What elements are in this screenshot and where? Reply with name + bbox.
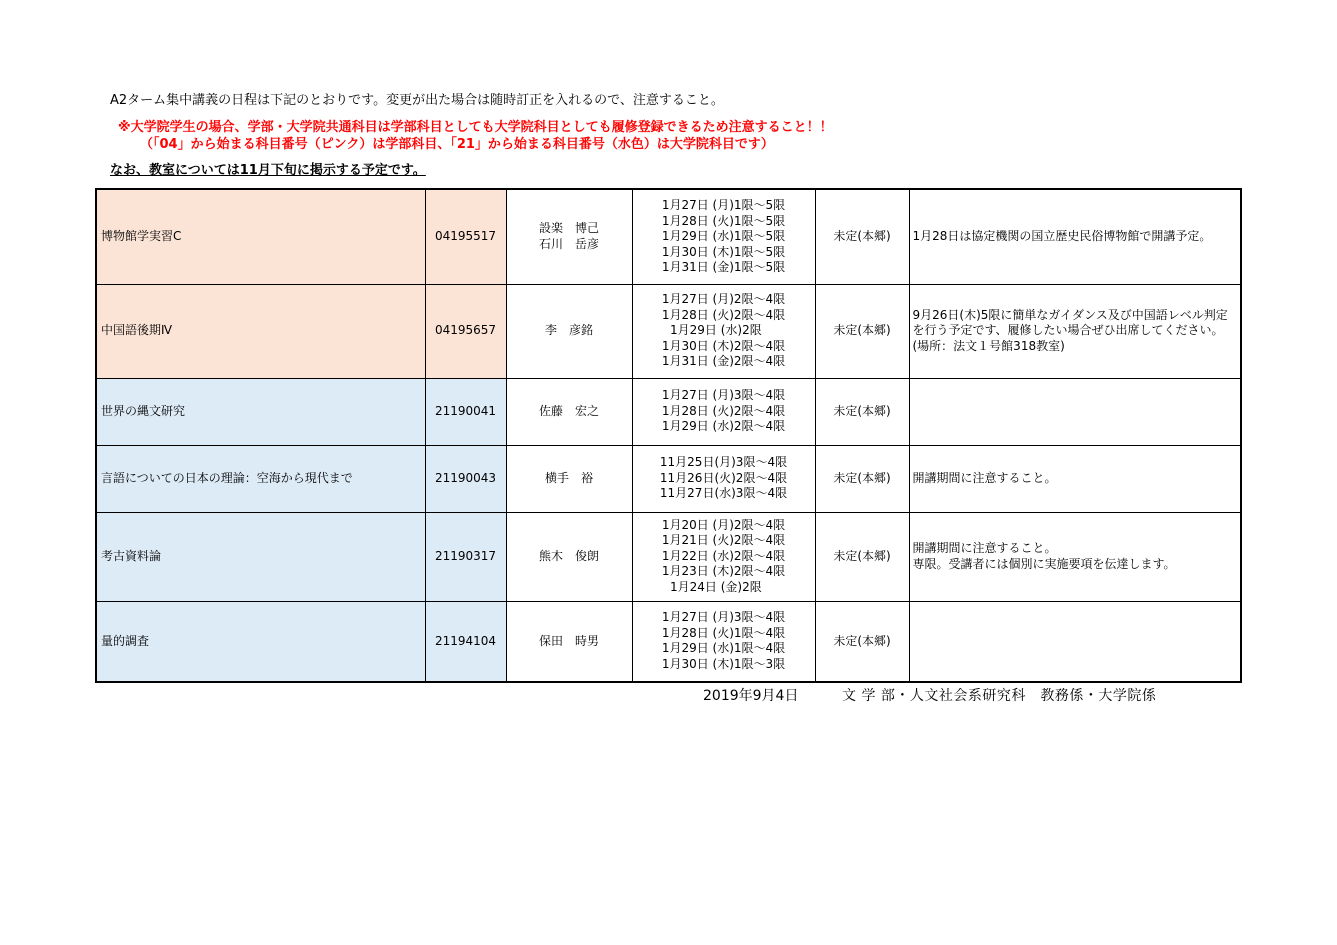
course-teacher: 熊木 俊朗 bbox=[506, 512, 632, 601]
course-code: 04195657 bbox=[425, 284, 506, 378]
course-row bbox=[96, 601, 1241, 682]
course-row bbox=[96, 284, 1241, 378]
course-room: 未定(本郷) bbox=[815, 284, 909, 378]
course-room: 未定(本郷) bbox=[815, 601, 909, 682]
course-row bbox=[96, 189, 1241, 284]
course-name: 博物館学実習C bbox=[96, 189, 425, 284]
course-teacher: 佐藤 宏之 bbox=[506, 378, 632, 445]
course-notes: 開講期間に注意すること。 専限。受講者には個別に実施要項を伝達します。 bbox=[909, 512, 1241, 601]
course-notes: 9月26日(木)5限に簡単なガイダンス及び中国語レベル判定を行う予定です、履修したい場合ぜひ出席してください。 (場所：法文１号館318教室) bbox=[909, 284, 1241, 378]
course-room: 未定(本郷) bbox=[815, 189, 909, 284]
course-name: 考古資料論 bbox=[96, 512, 425, 601]
course-code: 21190317 bbox=[425, 512, 506, 601]
course-code: 21190041 bbox=[425, 378, 506, 445]
course-notes: 開講期間に注意すること。 bbox=[909, 445, 1241, 512]
course-schedule-table bbox=[95, 188, 1242, 683]
course-row bbox=[96, 378, 1241, 445]
classroom-note: なお、教室については11月下旬に掲示する予定です。 bbox=[110, 163, 426, 178]
course-code: 21194104 bbox=[425, 601, 506, 682]
footer-date: 2019年9月4日 bbox=[703, 688, 799, 704]
warning-line-1: ※大学院学生の場合、学部・大学院共通科目は学部科目としても大学院科目としても履修登録できるため注意すること！！ bbox=[118, 120, 833, 135]
course-teacher: 横手 裕 bbox=[506, 445, 632, 512]
course-name: 量的調査 bbox=[96, 601, 425, 682]
course-dates: 1月27日 (月)3限～4限 1月28日 (火)2限～4限 1月29日 (水)2限～4限 bbox=[632, 378, 815, 445]
course-name: 言語についての日本の理論：空海から現代まで bbox=[96, 445, 425, 512]
course-code: 04195517 bbox=[425, 189, 506, 284]
course-dates: 11月25日(月)3限～4限 11月26日(火)2限～4限 11月27日(水)3限～4限 bbox=[632, 445, 815, 512]
course-notes bbox=[909, 601, 1241, 682]
course-code: 21190043 bbox=[425, 445, 506, 512]
course-name: 中国語後期Ⅳ bbox=[96, 284, 425, 378]
course-row bbox=[96, 445, 1241, 512]
course-room: 未定(本郷) bbox=[815, 378, 909, 445]
course-room: 未定(本郷) bbox=[815, 512, 909, 601]
course-dates: 1月27日 (月)2限～4限 1月28日 (火)2限～4限 1月29日 (水)2限 1月30日 (木)2限～4限 1月31日 (金)2限～4限 bbox=[632, 284, 815, 378]
warning-line-2: （「04」から始まる科目番号（ピンク）は学部科目、「21」から始まる科目番号（水色）は大学院科目です） bbox=[140, 137, 774, 152]
course-room: 未定(本郷) bbox=[815, 445, 909, 512]
intro-text: A2ターム集中講義の日程は下記のとおりです。変更が出た場合は随時訂正を入れるので、注意すること。 bbox=[110, 93, 724, 108]
course-notes: 1月28日は協定機関の国立歴史民俗博物館で開講予定。 bbox=[909, 189, 1241, 284]
course-dates: 1月27日 (月)3限～4限 1月28日 (火)1限～4限 1月29日 (水)1限～4限 1月30日 (木)1限～3限 bbox=[632, 601, 815, 682]
course-teacher: 保田 時男 bbox=[506, 601, 632, 682]
course-teacher: 李 彦銘 bbox=[506, 284, 632, 378]
footer-department: 文 学 部・人文社会系研究科 教務係・大学院係 bbox=[842, 688, 1157, 704]
course-teacher: 設楽 博己 石川 岳彦 bbox=[506, 189, 632, 284]
course-notes bbox=[909, 378, 1241, 445]
course-dates: 1月20日 (月)2限～4限 1月21日 (火)2限～4限 1月22日 (水)2限～4限 1月23日 (木)2限～4限 1月24日 (金)2限 bbox=[632, 512, 815, 601]
course-name: 世界の縄文研究 bbox=[96, 378, 425, 445]
course-row bbox=[96, 512, 1241, 601]
course-dates: 1月27日 (月)1限～5限 1月28日 (火)1限～5限 1月29日 (水)1限～5限 1月30日 (木)1限～5限 1月31日 (金)1限～5限 bbox=[632, 189, 815, 284]
